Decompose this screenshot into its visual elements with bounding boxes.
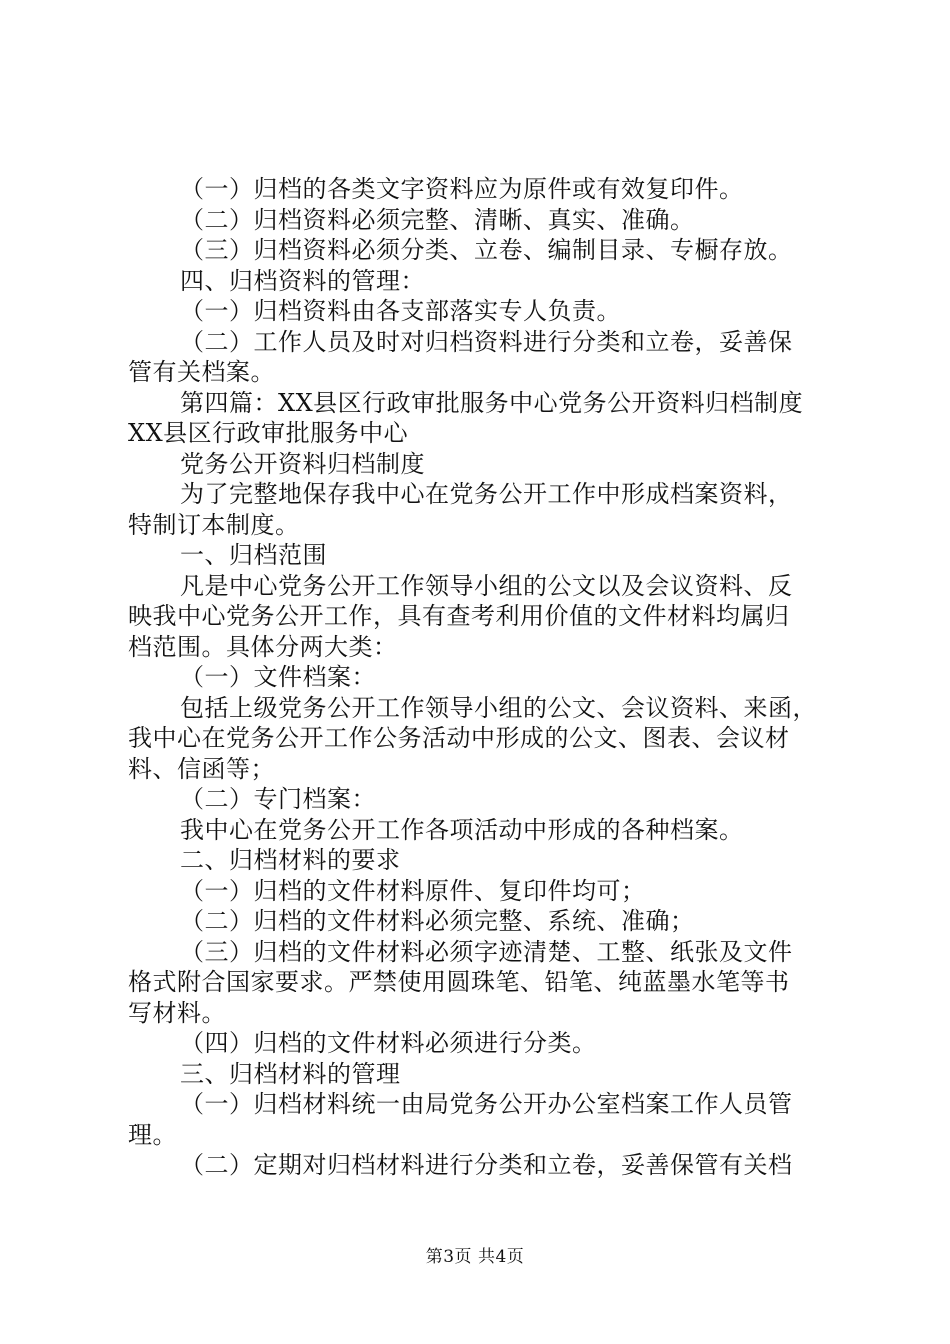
text-line: 格式附合国家要求。严禁使用圆珠笔、铅笔、纯蓝墨水笔等书: [128, 968, 790, 996]
text-line: 档范围。具体分两大类：: [128, 632, 398, 661]
text-line: （一）归档的文件材料原件、复印件均可；: [180, 876, 646, 905]
text-line: （三）归档的文件材料必须字迹清楚、工整、纸张及文件: [180, 937, 793, 966]
text-line: 特制订本制度。: [128, 510, 300, 539]
text-line: 二、归档材料的要求: [180, 846, 401, 874]
text-line: XX县区行政审批服务中心: [128, 419, 409, 447]
text-line: （二）专门档案：: [180, 785, 376, 813]
text-line: 第四篇：XX县区行政审批服务中心党务公开资料归档制度: [180, 388, 804, 417]
text-line: 写材料。: [128, 998, 226, 1027]
text-line: 为了完整地保存我中心在党务公开工作中形成档案资料，: [180, 480, 793, 508]
text-line: 三、归档材料的管理: [180, 1059, 401, 1088]
text-line: 料、信函等；: [128, 754, 275, 783]
text-line: 我中心在党务公开工作公务活动中形成的公文、图表、会议材: [128, 724, 790, 752]
text-line: （二）归档的文件材料必须完整、系统、准确；: [180, 907, 695, 935]
text-line: （二）定期对归档材料进行分类和立卷，妥善保管有关档: [180, 1151, 793, 1179]
text-line: （一）归档材料统一由局党务公开办公室档案工作人员管: [180, 1090, 793, 1118]
page-footer: 第3页 共4页: [425, 1247, 525, 1267]
document-body: [128, 174, 833, 1181]
text-line: 理。: [128, 1120, 177, 1149]
text-line: 四、归档资料的管理：: [180, 266, 425, 295]
text-line: 管有关档案。: [128, 358, 275, 386]
text-line: 映我中心党务公开工作，具有查考利用价值的文件材料均属归: [128, 602, 790, 630]
text-line: （四）归档的文件材料必须进行分类。: [180, 1029, 597, 1057]
text-line: 包括上级党务公开工作领导小组的公文、会议资料、来函，: [180, 693, 817, 722]
text-line: 党务公开资料归档制度: [180, 449, 425, 478]
text-line: （二）归档资料必须完整、清晰、真实、准确。: [180, 205, 695, 234]
text-line: 凡是中心党务公开工作领导小组的公文以及会议资料、反: [180, 571, 793, 600]
text-line: （三）归档资料必须分类、立卷、编制目录、专橱存放。: [180, 236, 793, 264]
text-line: 一、归档范围: [180, 541, 327, 569]
text-line: （一）归档的各类文字资料应为原件或有效复印件。: [180, 175, 744, 203]
text-line: 我中心在党务公开工作各项活动中形成的各种档案。: [180, 815, 744, 844]
text-line: （一）文件档案：: [180, 663, 376, 691]
text-line: （二）工作人员及时对归档资料进行分类和立卷，妥善保: [180, 327, 793, 356]
text-line: （一）归档资料由各支部落实专人负责。: [180, 297, 621, 325]
